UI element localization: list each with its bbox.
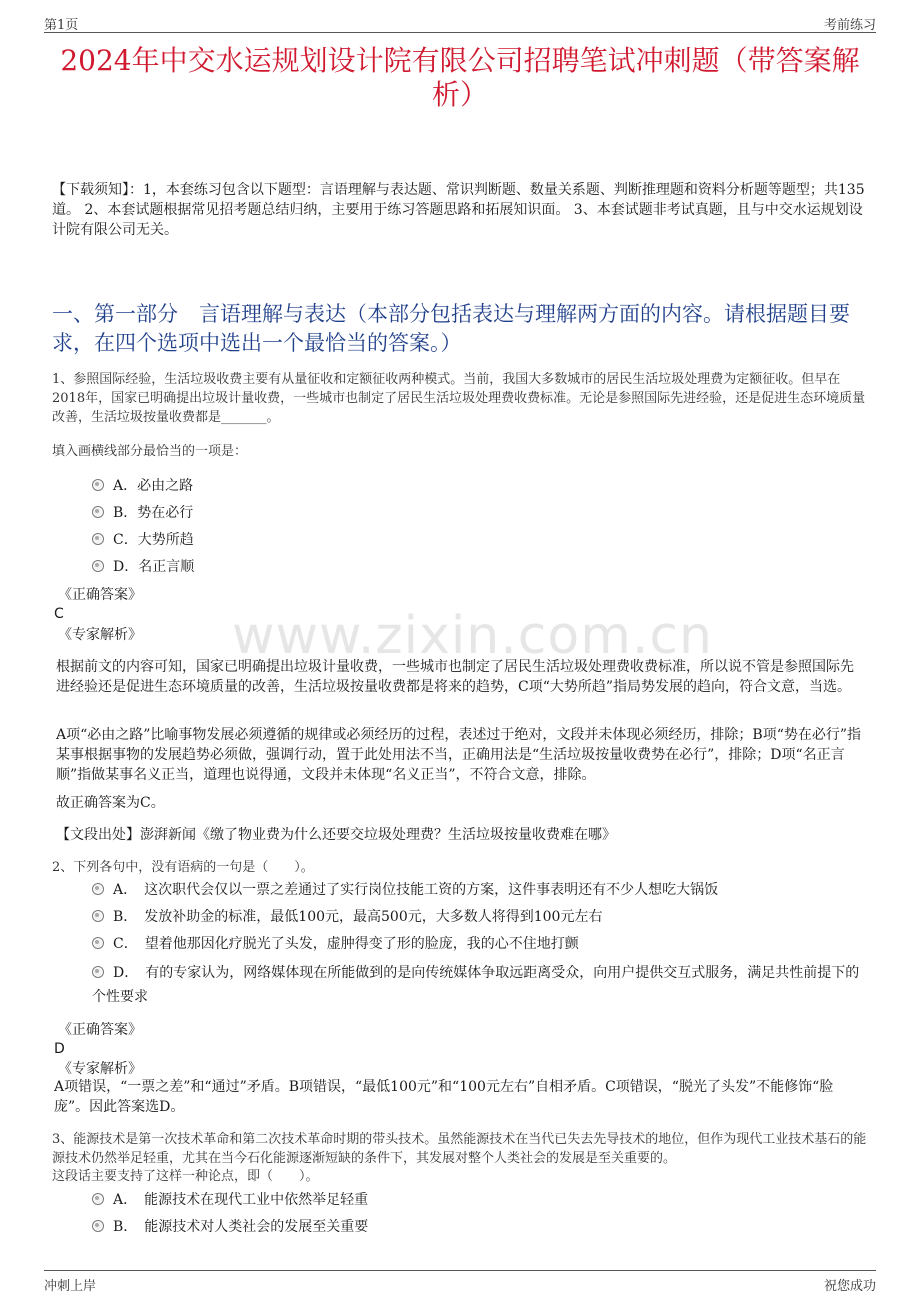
radio-icon[interactable] <box>92 937 104 949</box>
footer-left-text: 冲刺上岸 <box>44 1279 97 1294</box>
question-1-stem: 1、参照国际经验，生活垃圾收费主要有从量征收和定额征收两种模式。当前，我国大多数城市的居民生活垃圾处理费为定额征收。但早在2018年，国家已明确提出垃圾计量收费，一些城市也制定了居民生活垃圾处理费收费标准。无论是参照国际先进经验，还是促进生态环境质量改善，生活垃圾按量收费都是_______。 <box>52 372 866 425</box>
q1-option-a[interactable] <box>92 476 193 496</box>
radio-icon[interactable] <box>92 966 104 978</box>
document-title: 2024年中交水运规划设计院有限公司招聘笔试冲刺题（带答案解析） <box>60 44 860 111</box>
option-label: A．必由之路 <box>113 478 194 494</box>
answer-value: D <box>54 1041 65 1057</box>
option-label: C． 望着他那因化疗脱光了头发，虚肿得变了形的脸庞，我的心不住地打颤 <box>113 936 579 952</box>
answer-value: C <box>54 606 64 622</box>
q1-option-b[interactable] <box>92 503 193 523</box>
q2-option-c[interactable] <box>92 934 862 954</box>
watermark: www.zixin.com.cn <box>232 606 713 666</box>
option-label: B． 发放补助金的标准，最低100元，最高500元，大多数人将得到100元左右 <box>113 909 603 925</box>
option-label: A． 能源技术在现代工业中依然举足轻重 <box>113 1192 369 1208</box>
q2-option-d[interactable] <box>92 961 862 1009</box>
radio-icon[interactable] <box>92 1193 104 1205</box>
q2-option-b[interactable] <box>92 907 862 927</box>
analysis-paragraph: A项错误，“一票之差”和“通过”矛盾。B项错误，“最低100元”和“100元左右”自相矛盾。C项错误，“脱光了头发”不能修饰“脸庞”。因此答案选D。 <box>54 1079 834 1115</box>
radio-icon[interactable] <box>92 479 104 491</box>
radio-icon[interactable] <box>92 883 104 895</box>
source-citation: 【文段出处】澎湃新闻《缴了物业费为什么还要交垃圾处理费？生活垃圾按量收费难在哪》 <box>56 827 616 843</box>
q2-option-a[interactable] <box>92 880 862 900</box>
analysis-conclusion: 故正确答案为C。 <box>56 795 165 811</box>
analysis-label: 《专家解析》 <box>58 1061 142 1077</box>
radio-icon[interactable] <box>92 1220 104 1232</box>
analysis-label: 《专家解析》 <box>58 627 142 643</box>
q1-option-d[interactable] <box>92 557 194 577</box>
radio-icon[interactable] <box>92 910 104 922</box>
download-notice: 【下载须知】：1，本套练习包含以下题型：言语理解与表达题、常识判断题、数量关系题、判断推理题和资料分析题等题型；共135道。 2、本套试题根据常见招考题总结归纳，主要用于练习答题思路和拓展知识面。 3、本套试题非考试真题，且与中交水运规划设计院有限公司无关。 <box>52 182 865 238</box>
section-heading: 一、第一部分 言语理解与表达（本部分包括表达与理解两方面的内容。请根据题目要求，在四个选项中选出一个最恰当的答案。） <box>52 302 850 355</box>
answer-label: 《正确答案》 <box>58 587 142 603</box>
q3-option-b[interactable] <box>92 1217 368 1237</box>
radio-icon[interactable] <box>92 560 104 572</box>
option-label: C．大势所趋 <box>113 532 194 548</box>
footer-right-text: 祝您成功 <box>823 1279 876 1294</box>
question-3-prompt: 这段话主要支持了这样一种论点，即（ ）。 <box>52 1169 319 1184</box>
analysis-paragraph: A项“必由之路”比喻事物发展必须遵循的规律或必须经历的过程，表述过于绝对，文段并未体现必须经历，排除；B项“势在必行”指某事根据事物的发展趋势必须做，强调行动，置于此处用法不当，正确用法是“生活垃圾按量收费势在必行”，排除；D项“名正言顺”指做某事名义正当，道理也说得通，文段并未体现“名义正当”，不符合文意，排除。 <box>56 727 862 783</box>
header-tag: 考前练习 <box>823 18 876 33</box>
option-label: A． 这次职代会仅以一票之差通过了实行岗位技能工资的方案，这件事表明还有不少人想吃大锅饭 <box>113 882 719 898</box>
option-label: D．名正言顺 <box>113 559 195 575</box>
answer-label: 《正确答案》 <box>58 1022 142 1038</box>
q1-option-c[interactable] <box>92 530 194 550</box>
page-footer <box>44 1270 876 1297</box>
page-number: 第1页 <box>44 18 79 33</box>
radio-icon[interactable] <box>92 533 104 545</box>
q3-option-a[interactable] <box>92 1190 368 1210</box>
option-label: D． 有的专家认为，网络媒体现在所能做到的是向传统媒体争取远距离受众，向用户提供交互式服务，满足共性前提下的个性要求 <box>92 965 860 1005</box>
option-label: B．势在必行 <box>113 505 194 521</box>
question-2-stem: 2、下列各句中，没有语病的一句是（ ）。 <box>52 860 314 875</box>
question-1-prompt: 填入画横线部分最恰当的一项是： <box>52 444 248 459</box>
radio-icon[interactable] <box>92 506 104 518</box>
option-label: B． 能源技术对人类社会的发展至关重要 <box>113 1219 369 1235</box>
page-header <box>44 10 876 33</box>
analysis-paragraph: 根据前文的内容可知，国家已明确提出垃圾计量收费，一些城市也制定了居民生活垃圾处理费收费标准，所以说不管是参照国际先进经验还是促进生态环境质量的改善，生活垃圾按量收费都是将来的趋势，C项“大势所趋”指局势发展的趋向，符合文意，当选。 <box>56 659 854 695</box>
question-3-stem: 3、能源技术是第一次技术革命和第二次技术革命时期的带头技术。虽然能源技术在当代已失去先导技术的地位，但作为现代工业技术基石的能源技术仍然举足轻重，尤其在当今石化能源逐渐短缺的条件下，其发展对整个人类社会的发展是至关重要的。 <box>52 1132 867 1166</box>
